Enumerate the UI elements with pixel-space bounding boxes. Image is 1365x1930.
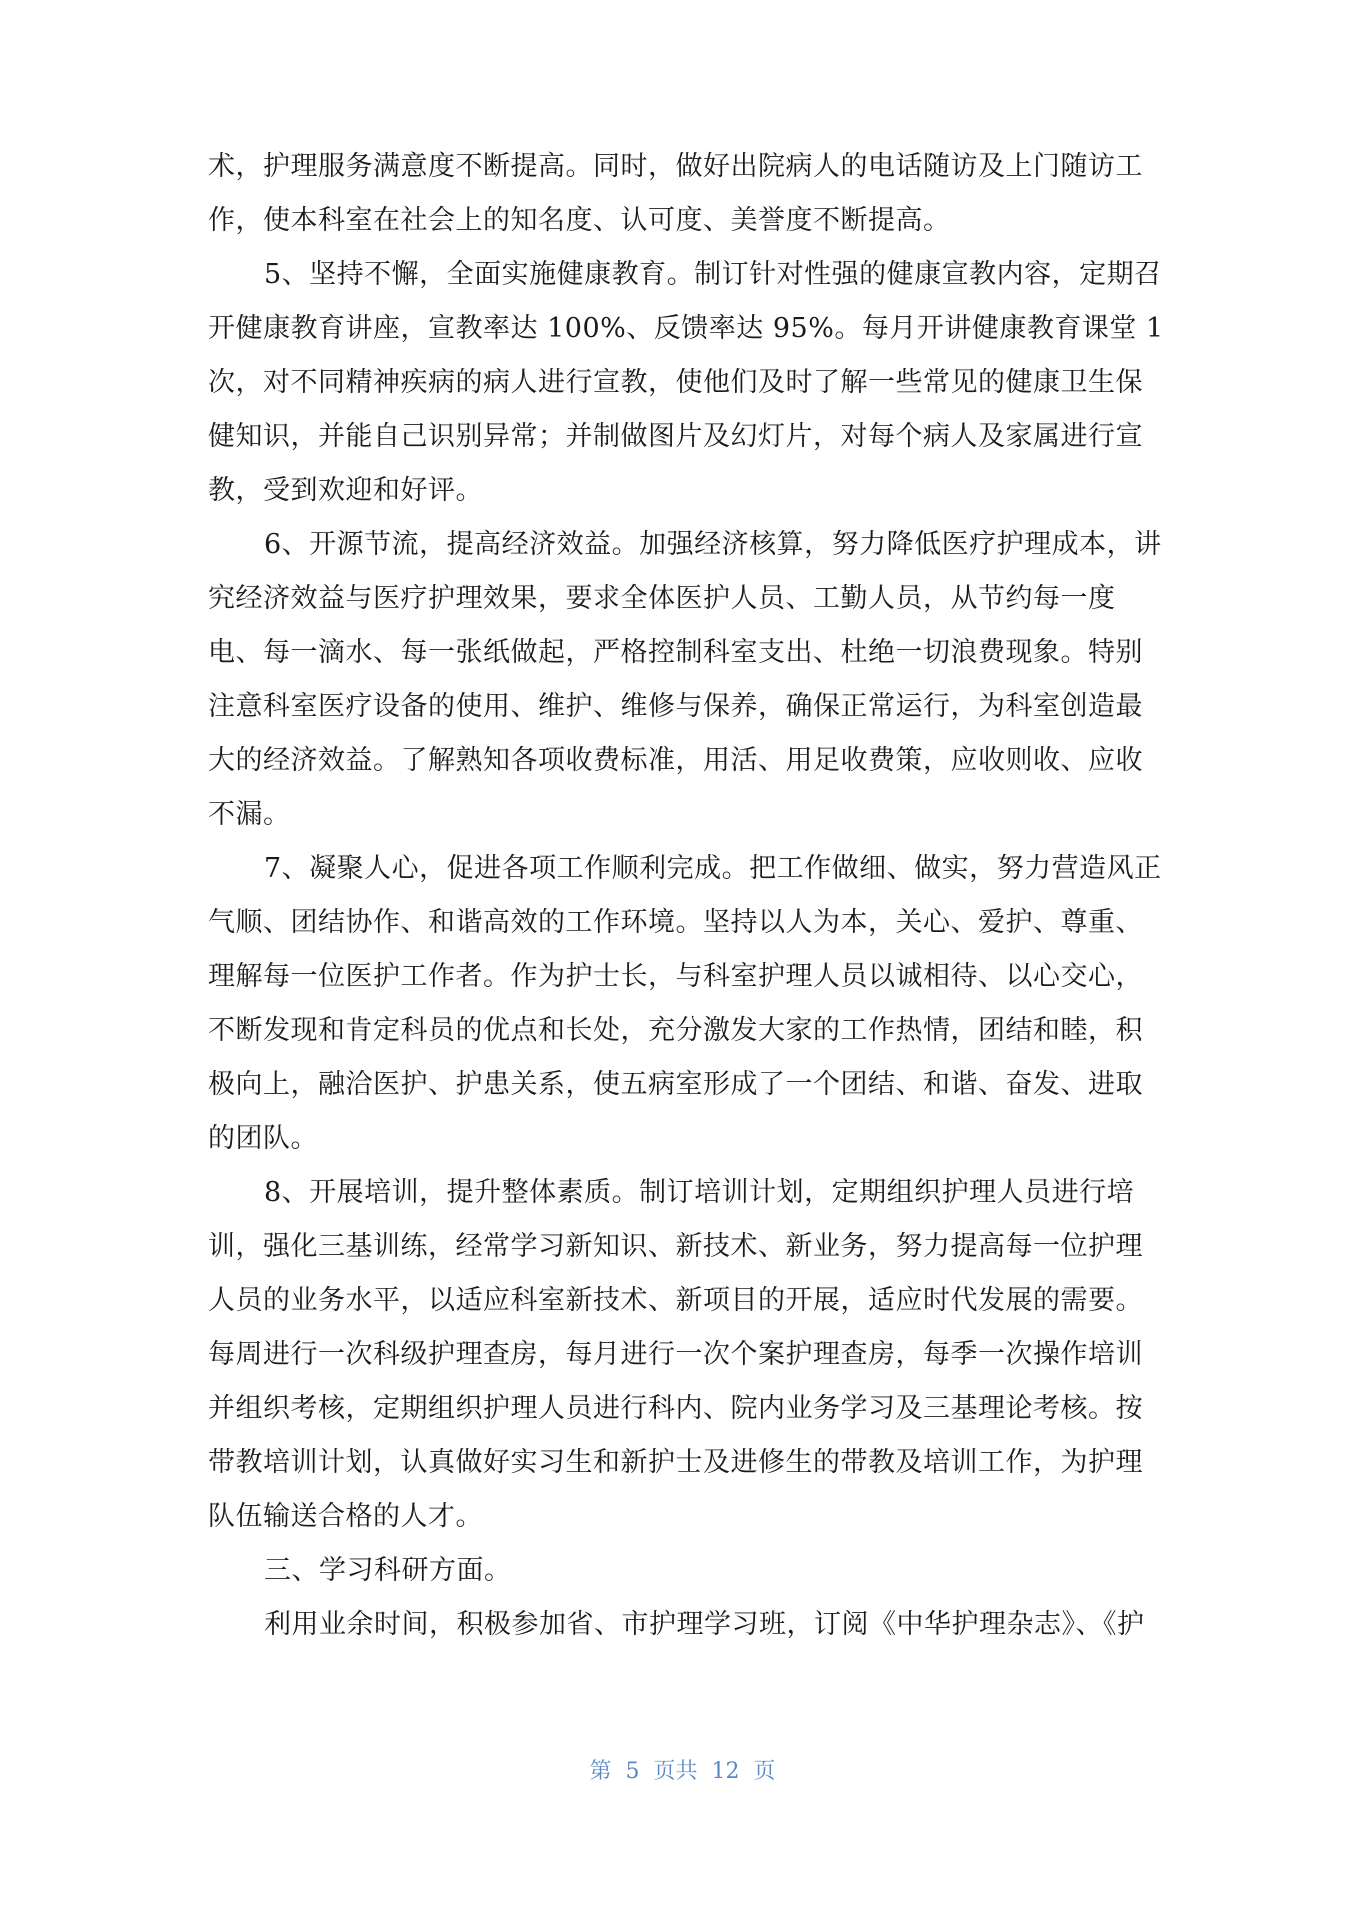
text-line: 的团队。 (208, 1123, 318, 1154)
text-line: 注意科室医疗设备的使用、维护、维修与保养，确保正常运行，为科室创造最 (208, 691, 1143, 722)
section-heading: 三、学习科研方面。 (264, 1555, 512, 1586)
text-line: 究经济效益与医疗护理效果，要求全体医护人员、工勤人员，从节约每一度 (208, 583, 1116, 614)
text-line: 队伍输送合格的人才。 (208, 1501, 483, 1532)
text-line: 极向上，融洽医护、护患关系，使五病室形成了一个团结、和谐、奋发、进取 (208, 1069, 1143, 1100)
text-line: 大的经济效益。了解熟知各项收费标准，用活、用足收费策，应收则收、应收 (208, 745, 1143, 776)
text-line: 次，对不同精神疾病的病人进行宣教，使他们及时了解一些常见的健康卫生保 (208, 367, 1143, 398)
text-line: 作，使本科室在社会上的知名度、认可度、美誉度不断提高。 (208, 205, 951, 236)
paragraph-7-start: 7、凝聚人心，促进各项工作顺利完成。把工作做细、做实，努力营造风正 (264, 853, 1162, 884)
text-line: 理解每一位医护工作者。作为护士长，与科室护理人员以诚相待、以心交心， (208, 961, 1143, 992)
text-line: 不断发现和肯定科员的优点和长处，充分激发大家的工作热情，团结和睦，积 (208, 1015, 1143, 1046)
page-number-footer: 第 5 页共 12 页 (589, 1759, 776, 1784)
document-body (208, 140, 1168, 1652)
text-line: 并组织考核，定期组织护理人员进行科内、院内业务学习及三基理论考核。按 (208, 1393, 1143, 1424)
paragraph-6-start: 6、开源节流，提高经济效益。加强经济核算，努力降低医疗护理成本，讲 (264, 529, 1162, 560)
text-line: 气顺、团结协作、和谐高效的工作环境。坚持以人为本，关心、爱护、尊重、 (208, 907, 1143, 938)
text-line: 带教培训计划，认真做好实习生和新护士及进修生的带教及培训工作，为护理 (208, 1447, 1143, 1478)
text-line: 术，护理服务满意度不断提高。同时，做好出院病人的电话随访及上门随访工 (208, 151, 1143, 182)
text-line: 不漏。 (208, 799, 291, 830)
paragraph-5-start: 5、坚持不懈，全面实施健康教育。制订针对性强的健康宣教内容，定期召 (264, 259, 1162, 290)
text-line: 人员的业务水平，以适应科室新技术、新项目的开展，适应时代发展的需要。 (208, 1285, 1143, 1316)
paragraph-8-start: 8、开展培训，提升整体素质。制订培训计划，定期组织护理人员进行培 (264, 1177, 1135, 1208)
text-line: 教，受到欢迎和好评。 (208, 475, 483, 506)
text-line: 每周进行一次科级护理查房，每月进行一次个案护理查房，每季一次操作培训 (208, 1339, 1143, 1370)
text-line: 健知识，并能自己识别异常；并制做图片及幻灯片，对每个病人及家属进行宣 (208, 421, 1143, 452)
text-line: 开健康教育讲座，宣教率达 100%、反馈率达 95%。每月开讲健康教育课堂 1 (208, 313, 1164, 344)
text-line: 电、每一滴水、每一张纸做起，严格控制科室支出、杜绝一切浪费现象。特别 (208, 637, 1143, 668)
paragraph-study-start: 利用业余时间，积极参加省、市护理学习班，订阅《中华护理杂志》、《护 (264, 1609, 1145, 1640)
text-line: 训，强化三基训练，经常学习新知识、新技术、新业务，努力提高每一位护理 (208, 1231, 1143, 1262)
